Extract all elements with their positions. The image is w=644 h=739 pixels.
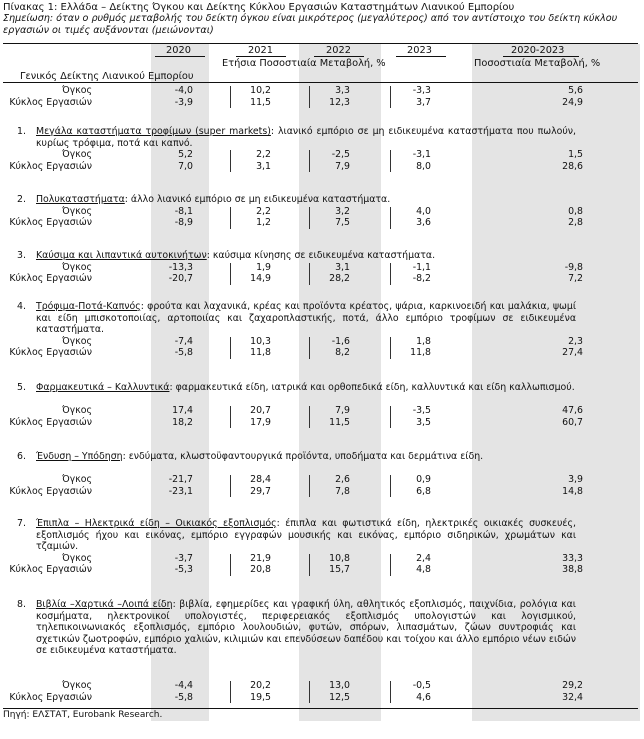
value-cell: 8,0 (416, 160, 431, 172)
value-cell: -5,8 (174, 691, 193, 703)
value-cell: 11,5 (250, 96, 271, 108)
year-underline-2023 (396, 56, 446, 57)
section-number: 8. (17, 599, 26, 610)
value-cell: 29,7 (250, 485, 271, 497)
row-label: Κύκλος Εργασιών (9, 273, 92, 285)
row-label: Κύκλος Εργασιών (9, 416, 92, 428)
row-label: Κύκλος Εργασιών (9, 96, 92, 108)
total-cell: 32,4 (562, 691, 583, 703)
section-name: Τρόφιμα-Ποτά-Καπνός (36, 301, 141, 312)
year-header-2022: 2022 (326, 45, 351, 56)
section-description (36, 518, 576, 553)
column-divider (309, 207, 310, 229)
value-cell: 3,5 (416, 416, 431, 428)
section-number: 6. (17, 451, 26, 462)
value-cell: 18,2 (172, 416, 193, 428)
section-description (36, 250, 576, 262)
column-divider (230, 554, 231, 576)
value-cell: -3,3 (412, 85, 431, 96)
section-number: 7. (17, 518, 26, 529)
total-cell: -9,8 (564, 261, 583, 273)
total-cell: 29,2 (562, 680, 583, 692)
header-bottom-rule (3, 82, 638, 83)
value-cell: -1,6 (331, 335, 350, 347)
row-label: Όγκος (62, 261, 92, 273)
total-cell: 14,8 (562, 485, 583, 497)
value-cell: 17,4 (172, 405, 193, 417)
value-cell: 11,8 (250, 347, 271, 359)
section-description (36, 301, 576, 336)
row-label: Όγκος (62, 149, 92, 161)
range-header: 2020-2023 (511, 45, 565, 56)
value-cell: 28,4 (250, 474, 271, 486)
column-divider (309, 554, 310, 576)
value-cell: 7,9 (335, 405, 350, 417)
value-cell: 28,2 (329, 273, 350, 285)
section-name: Μεγάλα καταστήματα τροφίμων (super markets) (36, 126, 271, 137)
value-cell: -3,7 (174, 552, 193, 564)
year-underline-2021 (236, 56, 286, 57)
total-cell: 28,6 (562, 160, 583, 172)
value-cell: 12,5 (329, 691, 350, 703)
section-detail: : έπιπλα και φωτιστικά είδη, ηλεκτρικές οικιακές συσκευές, εξοπλισμός ήχου και εικόνας, εμπόριο εγγραφών μουσικής και εικόνας, εμπόριο σιδηρικών, χρωμάτων και τζαμιών. (36, 518, 576, 553)
value-cell: 20,2 (250, 680, 271, 692)
value-cell: 21,9 (250, 552, 271, 564)
value-cell: -8,2 (412, 273, 431, 285)
section-name: Έπιπλα – Ηλεκτρικά είδη – Οικιακός εξοπλισμός (36, 518, 277, 529)
total-cell: 47,6 (562, 405, 583, 417)
value-cell: 3,6 (416, 217, 431, 229)
section-detail: : βιβλία, εφημερίδες και γραφική ύλη, αθλητικός εξοπλισμός, παιχνίδια, ρολόγια και κοσμήματα, ηλεκτρονικοί υπολογιστές, περιφερειακός εξοπλισμός υπολογιστών και λογισμικού, τηλεπικοινωνιακός εξοπλισμός, εμπόριο λουλουδιών, φυτών, σπόρων, λιπασμάτων, ζώων συντροφιάς και σχετικών ζωοτροφών, εμπόριο χαλιών, κιλιμιών και επενδύσεων δαπέδου και τοίχου και άλλο εμπόριο νέων ειδών σε ειδικευμένα καταστήματα. (36, 599, 576, 657)
row-label: Όγκος (62, 335, 92, 347)
value-cell: 14,9 (250, 273, 271, 285)
column-divider (390, 86, 391, 108)
column-divider (230, 681, 231, 703)
value-cell: -5,8 (174, 347, 193, 359)
total-cell: 3,9 (568, 474, 583, 486)
value-cell: 13,0 (329, 680, 350, 692)
value-cell: 4,8 (416, 564, 431, 576)
value-cell: 15,7 (329, 564, 350, 576)
value-cell: -3,5 (412, 405, 431, 417)
value-cell: 10,2 (250, 85, 271, 96)
value-cell: -3,1 (412, 149, 431, 161)
row-label: Κύκλος Εργασιών (9, 485, 92, 497)
value-cell: 7,5 (335, 217, 350, 229)
general-index-title: Γενικός Δείκτης Λιανικού Εμπορίου (20, 71, 194, 82)
total-cell: 0,8 (568, 205, 583, 217)
section-detail: : καύσιμα κίνησης σε ειδικευμένα καταστήματα. (206, 250, 436, 261)
year-header-2021: 2021 (248, 45, 273, 56)
value-cell: 2,6 (335, 474, 350, 486)
section-name: Βιβλία –Χαρτικά –Λοιπά είδη (36, 599, 173, 610)
column-divider (309, 263, 310, 285)
table-bottom-rule (3, 708, 638, 709)
column-divider (309, 475, 310, 497)
section-description (36, 451, 576, 463)
row-label: Κύκλος Εργασιών (9, 217, 92, 229)
value-cell: -21,7 (168, 474, 193, 486)
row-label: Όγκος (62, 552, 92, 564)
row-label: Κύκλος Εργασιών (9, 347, 92, 359)
range-underline (503, 56, 579, 57)
section-name: Ένδυση – Υπόδηση (36, 451, 123, 462)
value-cell: 8,2 (335, 347, 350, 359)
annual-change-label: Ετήσια Ποσοστιαία Μεταβολή, % (222, 58, 386, 69)
value-cell: 19,5 (250, 691, 271, 703)
column-divider (309, 337, 310, 359)
value-cell: 4,0 (416, 205, 431, 217)
column-divider (309, 681, 310, 703)
table-note: Σημείωση: όταν ο ρυθμός μεταβολής του δείκτη όγκου είναι μικρότερος (μεγαλύτερος) από τον αντίστοιχο του δείκτη κύκλου εργασιών οι τιμές αυξάνονται (μειώνονται) (3, 13, 618, 36)
value-cell: -7,4 (174, 335, 193, 347)
total-cell: 38,8 (562, 564, 583, 576)
value-cell: -5,3 (174, 564, 193, 576)
section-number: 4. (17, 301, 26, 312)
section-detail: : ενδύματα, κλωστοϋφαντουργικά προϊόντα, υποδήματα και δερμάτινα είδη. (122, 451, 484, 462)
column-divider (309, 150, 310, 172)
column-divider (390, 150, 391, 172)
value-cell: -3,9 (174, 96, 193, 108)
row-label: Όγκος (62, 85, 92, 96)
total-cell: 1,5 (568, 149, 583, 161)
year-header-2020: 2020 (166, 45, 191, 56)
value-cell: 1,8 (416, 335, 431, 347)
column-divider (230, 150, 231, 172)
section-name: Πολυκαταστήματα (36, 194, 125, 205)
value-cell: 5,2 (178, 149, 193, 161)
column-divider (230, 207, 231, 229)
value-cell: -8,1 (174, 205, 193, 217)
column-divider (390, 263, 391, 285)
section-number: 2. (17, 194, 26, 205)
column-divider (230, 263, 231, 285)
value-cell: 3,1 (335, 261, 350, 273)
value-cell: 11,8 (410, 347, 431, 359)
section-detail: : άλλο λιανικό εμπόριο σε μη ειδικευμένα καταστήματα. (124, 194, 391, 205)
section-detail: : φαρμακευτικά είδη, ιατρικά και ορθοπεδικά είδη, καλλυντικά και είδη καλλωπισμού. (169, 382, 575, 393)
value-cell: 3,1 (256, 160, 271, 172)
value-cell: -0,5 (412, 680, 431, 692)
column-divider (230, 406, 231, 428)
value-cell: 20,7 (250, 405, 271, 417)
value-cell: 1,2 (256, 217, 271, 229)
section-name: Φαρμακευτικά – Καλλυντικά (36, 382, 170, 393)
value-cell: -23,1 (168, 485, 193, 497)
year-underline-2020 (155, 56, 205, 57)
total-cell: 60,7 (562, 416, 583, 428)
column-divider (230, 337, 231, 359)
value-cell: 0,9 (416, 474, 431, 486)
value-cell: 3,3 (335, 85, 350, 96)
section-name: Καύσιμα και λιπαντικά αυτοκινήτων (36, 250, 207, 261)
column-divider (309, 406, 310, 428)
total-cell: 24,9 (562, 96, 583, 108)
total-cell: 7,2 (568, 273, 583, 285)
value-cell: 7,8 (335, 485, 350, 497)
section-detail: : φρούτα και λαχανικά, κρέας και προϊόντα κρέατος, ψάρια, καρκινοειδή και μαλάκια, ψωμί και είδη μπισκοτοποιίας, αρτοποιίας και ζαχαροπλαστικής, ποτά, άλλο εμπόριο τροφίμων σε ειδικευμένα καταστήματα. (36, 301, 576, 336)
total-cell: 27,4 (562, 347, 583, 359)
value-cell: 1,9 (256, 261, 271, 273)
value-cell: 2,4 (416, 552, 431, 564)
row-label: Όγκος (62, 474, 92, 486)
value-cell: -4,4 (174, 680, 193, 692)
column-divider (230, 86, 231, 108)
column-divider (390, 406, 391, 428)
section-description (36, 126, 576, 149)
value-cell: -1,1 (412, 261, 431, 273)
total-cell: 5,6 (568, 85, 583, 96)
row-label: Κύκλος Εργασιών (9, 564, 92, 576)
section-number: 1. (17, 126, 26, 137)
value-cell: 7,9 (335, 160, 350, 172)
value-cell: 3,7 (416, 96, 431, 108)
section-description (36, 194, 576, 206)
table-title: Πίνακας 1: Ελλάδα – Δείκτης Όγκου και Δείκτης Κύκλου Εργασιών Καταστημάτων Λιανικού Εμπορίου (3, 2, 515, 13)
header-top-rule (3, 43, 638, 44)
section-number: 5. (17, 382, 26, 393)
column-divider (230, 475, 231, 497)
cumulative-change-label: Ποσοστιαία Μεταβολή, % (474, 58, 601, 69)
value-cell: 7,0 (178, 160, 193, 172)
value-cell: -4,0 (174, 85, 193, 96)
value-cell: -13,3 (168, 261, 193, 273)
year-underline-2022 (314, 56, 364, 57)
value-cell: 10,3 (250, 335, 271, 347)
value-cell: -2,5 (331, 149, 350, 161)
value-cell: 4,6 (416, 691, 431, 703)
source-note: Πηγή: ΕΛΣΤΑΤ, Eurobank Research. (3, 710, 163, 720)
section-description (36, 382, 576, 394)
value-cell: 11,5 (329, 416, 350, 428)
column-divider (309, 86, 310, 108)
row-label: Κύκλος Εργασιών (9, 691, 92, 703)
value-cell: -20,7 (168, 273, 193, 285)
value-cell: -8,9 (174, 217, 193, 229)
value-cell: 20,8 (250, 564, 271, 576)
row-label: Όγκος (62, 680, 92, 692)
value-cell: 17,9 (250, 416, 271, 428)
total-cell: 2,3 (568, 335, 583, 347)
value-cell: 2,2 (256, 149, 271, 161)
value-cell: 2,2 (256, 205, 271, 217)
row-label: Κύκλος Εργασιών (9, 160, 92, 172)
section-number: 3. (17, 250, 26, 261)
value-cell: 10,8 (329, 552, 350, 564)
value-cell: 12,3 (329, 96, 350, 108)
row-label: Όγκος (62, 205, 92, 217)
section-description (36, 599, 576, 657)
column-divider (390, 554, 391, 576)
column-divider (390, 681, 391, 703)
year-header-2023: 2023 (407, 45, 432, 56)
row-label: Όγκος (62, 405, 92, 417)
total-cell: 2,8 (568, 217, 583, 229)
column-divider (390, 337, 391, 359)
value-cell: 3,2 (335, 205, 350, 217)
section-detail: : λιανικό εμπόριο σε μη ειδικευμένα καταστήματα που πωλούν, κυρίως τρόφιμα, ποτά και καπνό. (36, 126, 576, 149)
total-cell: 33,3 (562, 552, 583, 564)
column-divider (390, 207, 391, 229)
column-divider (390, 475, 391, 497)
value-cell: 6,8 (416, 485, 431, 497)
